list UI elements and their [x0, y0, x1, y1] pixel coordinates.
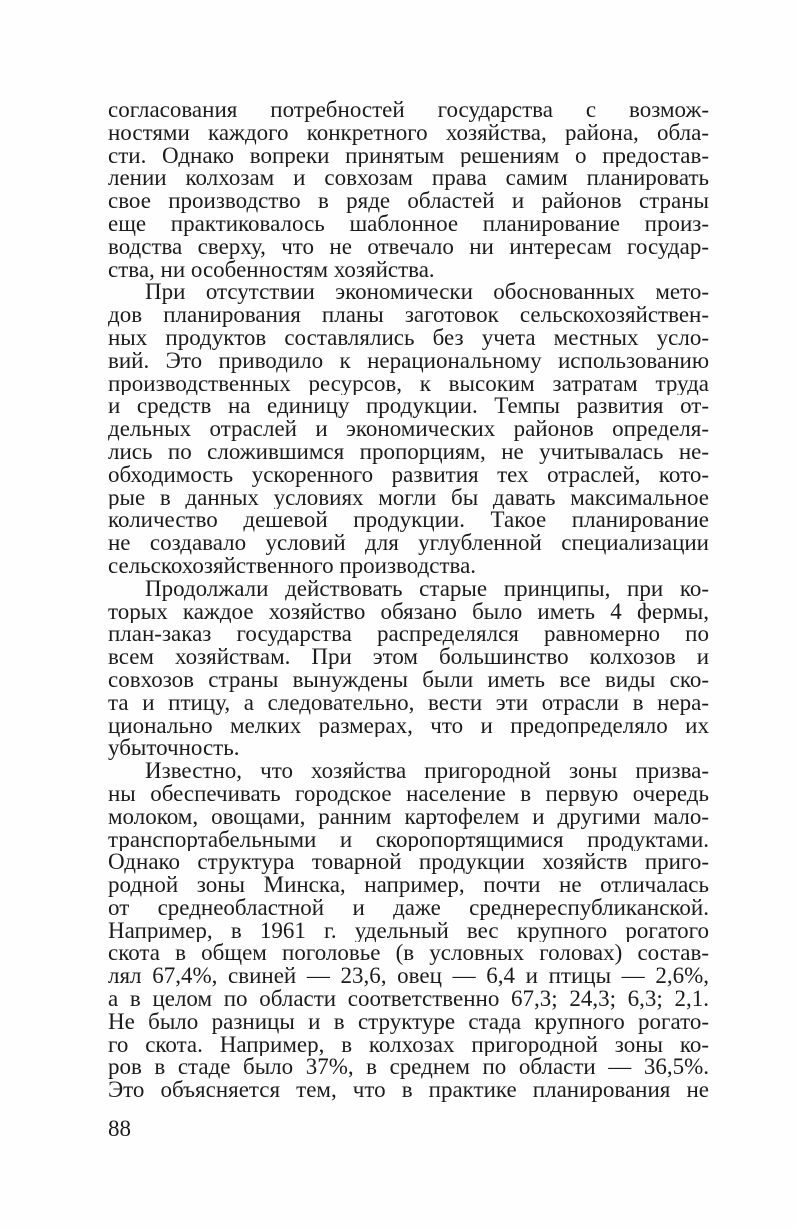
text-line: от среднеобластной и даже среднереспубликанской.	[108, 896, 709, 920]
text-line: Однако структура товарной продукции хозяйств приго-	[108, 851, 709, 875]
text-line: производственных ресурсов, к высоким затратам труда	[108, 372, 709, 396]
text-line: не создавало условий для углубленной специализации	[108, 532, 709, 555]
text-line: сельскохозяйственного производства.	[108, 554, 477, 578]
text-line: Например, в 1961 г. удельный вес крупного рогатого	[108, 919, 709, 943]
text-line: водства сверху, что не отвечало ни интересам государ-	[108, 235, 709, 259]
text-line: количество дешевой продукции. Такое планирование	[108, 509, 709, 533]
text-line: родной зоны Минска, например, почти не отличалась	[108, 874, 709, 897]
text-line: совхозов страны вынуждены были иметь все виды ско-	[108, 668, 709, 692]
text-line: При отсутствии экономически обоснованных мето-	[145, 281, 709, 305]
text-line: молоком, овощами, ранним картофелем и другими мало-	[108, 805, 709, 829]
text-line: ностями каждого конкретного хозяйства, района, обла-	[108, 121, 709, 145]
text-line: ных продуктов составлялись без учета местных усло-	[108, 326, 709, 350]
text-line: лении колхозам и совхозам права самим планировать	[108, 167, 709, 191]
text-line: свое производство в ряде областей и районов страны	[108, 190, 709, 213]
text-line: го скота. Например, в колхозах пригородной зоны ко-	[108, 1033, 709, 1057]
paragraph-1	[108, 99, 709, 281]
text-line: та и птицу, а следовательно, вести эти отрасли в нера-	[108, 691, 709, 715]
text-block	[108, 99, 709, 1102]
text-line: ства, ни особенностям хозяйства.	[108, 258, 435, 282]
text-line: Известно, что хозяйства пригородной зоны призва-	[145, 760, 709, 783]
text-line: лял 67,4%, свиней — 23,6, овец — 6,4 и птицы — 2,6%,	[108, 965, 709, 989]
text-line: торых каждое хозяйство обязано было иметь 4 фермы,	[108, 600, 709, 624]
paragraph-3	[108, 578, 709, 760]
text-line: обходимость ускоренного развития тех отраслей, кото-	[108, 463, 709, 487]
text-line: согласования потребностей государства с возмож-	[108, 99, 709, 122]
text-line: ны обеспечивать городское население в первую очередь	[108, 782, 709, 806]
text-line: и средств на единицу продукции. Темпы развития от-	[108, 395, 709, 419]
text-line: план-заказ государства распределялся равномерно по	[108, 623, 709, 647]
text-line: ционально мелких размерах, что и предопределяло их	[108, 714, 709, 738]
text-line: транспортабельными и скоропортящимися продуктами.	[108, 828, 709, 852]
text-line: всем хозяйствам. При этом большинство колхозов и	[108, 646, 709, 669]
text-line: сти. Однако вопреки принятым решениям о предостав-	[108, 144, 709, 168]
text-line: вий. Это приводило к нерациональному использованию	[108, 349, 709, 373]
text-line: дельных отраслей и экономических районов определя-	[108, 418, 709, 441]
paragraph-4	[108, 760, 709, 1102]
page-number: 88	[108, 1116, 131, 1141]
text-line: Не было разницы и в структуре стада крупного рогато-	[108, 1010, 709, 1034]
paragraph-2	[108, 281, 709, 577]
text-line: скота в общем поголовье (в условных головах) состав-	[108, 942, 709, 966]
text-line: Это объясняется тем, что в практике планирования не	[108, 1079, 709, 1103]
text-line: убыточность.	[108, 737, 240, 761]
text-line: еще практиковалось шаблонное планирование произ-	[108, 212, 709, 236]
text-line: Продолжали действовать старые принципы, при ко-	[145, 577, 709, 601]
text-line: а в целом по области соответственно 67,3; 24,3; 6,3; 2,1.	[108, 988, 709, 1011]
text-line: лись по сложившимся пропорциям, не учитывалась не-	[108, 440, 709, 464]
text-line: ров в стаде было 37%, в среднем по области — 36,5%.	[108, 1056, 709, 1080]
text-line: рые в данных условиях могли бы давать максимальное	[108, 486, 709, 510]
text-line: дов планирования планы заготовок сельскохозяйствен-	[108, 304, 709, 327]
